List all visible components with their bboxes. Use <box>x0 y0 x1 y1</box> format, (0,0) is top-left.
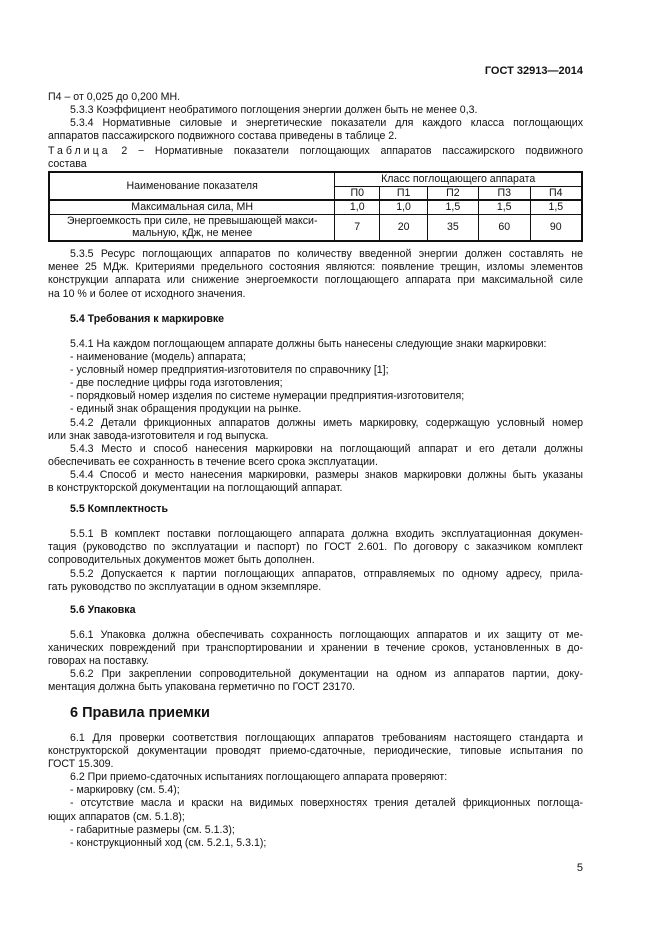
list-item: - единый знак обращения продукции на рынке. <box>70 403 302 415</box>
paragraph-line: П4 – от 0,025 до 0,200 МН. <box>48 91 181 103</box>
list-item: - конструкционный ход (см. 5.2.1, 5.3.1); <box>70 837 267 849</box>
paragraph-line: 5.3.5 Ресурс поглощающих аппаратов по количеству введенной энергии должен составлять не <box>70 248 583 260</box>
header-class-group: Класс поглощающего аппарата <box>335 172 582 186</box>
paragraph-line: ментация должна быть упакована герметично по ГОСТ 23170. <box>48 681 356 693</box>
cell: 7 <box>335 214 380 241</box>
cell: 1,5 <box>530 200 582 214</box>
paragraph-line: на 10 % и более от исходного значения. <box>48 288 246 300</box>
paragraph-line: или знак завода-изготовителя и год выпуска. <box>48 430 269 442</box>
paragraph-line: 5.4.3 Место и способ нанесения маркировки на поглощающий аппарат и его детали должны <box>70 443 583 455</box>
row-name: Максимальная сила, МН <box>49 200 335 214</box>
header-class: П2 <box>428 186 479 200</box>
paragraph-line: ГОСТ 15.309. <box>48 758 114 770</box>
paragraph-line: сопроводительных документов может быть дополнен. <box>48 554 315 566</box>
paragraph-line: обеспечивать ее сохранность в течение всего срока эксплуатации. <box>48 456 378 468</box>
paragraph-line: ханических повреждений при транспортировании и хранении в течение сроков, установленных в до- <box>48 642 583 654</box>
paragraph-line: 5.6.2 При закреплении сопроводительной документации на одном из аппаратов партии, доку- <box>70 668 583 680</box>
table-caption-word: Таблица <box>48 145 111 157</box>
row-name <box>49 214 335 241</box>
paragraph-line: 5.3.4 Нормативные силовые и энергетические показатели для каждого класса поглощающих <box>70 117 583 129</box>
paragraph-line: в конструкторской документации на поглощающий аппарат. <box>48 482 343 494</box>
paragraph-line: 6.2 При приемо-сдаточных испытаниях поглощающего аппарата проверяют: <box>70 771 448 783</box>
header-class: П3 <box>478 186 530 200</box>
chapter-heading: 6 Правила приемки <box>70 705 210 721</box>
table-caption-line2: состава <box>48 158 87 170</box>
section-heading: 5.5 Комплектность <box>70 503 168 515</box>
table-caption-text: 2 − Нормативные показатели поглощающих аппаратов пассажирского подвижного <box>121 145 583 157</box>
section-heading: 5.4 Требования к маркировке <box>70 313 225 325</box>
paragraph-line: конструкции аппарата или снижение энергоемкости поглощающего аппарата при максимальной силе <box>48 274 583 286</box>
document-header: ГОСТ 32913—2014 <box>484 65 583 77</box>
header-name: Наименование показателя <box>49 172 335 200</box>
cell: 20 <box>380 214 428 241</box>
paragraph-line: гать руководство по эксплуатации в одном экземпляре. <box>48 581 322 593</box>
list-item: - габаритные размеры (см. 5.1.3); <box>70 824 235 836</box>
header-class: П0 <box>335 186 380 200</box>
list-item: - отсутствие масла и краски на видимых поверхностях трения деталей фрикционных поглоща- <box>70 797 583 809</box>
paragraph-line: 5.4.2 Детали фрикционных аппаратов должны иметь маркировку, содержащую условный номер <box>70 417 583 429</box>
cell: 60 <box>478 214 530 241</box>
paragraph-line: конструкторской документации проводят приемо-сдаточные, периодические, типовые испытания по <box>48 745 583 757</box>
row-name-line: Энергоемкость при силе, не превышающей макси- <box>66 214 318 227</box>
table-caption <box>48 145 583 158</box>
paragraph-line: менее 25 МДж. Критериями предельного состояния являются: появление трещин, изломы элементов <box>48 261 583 273</box>
paragraph-line: аппаратов пассажирского подвижного состава приведены в таблице 2. <box>48 130 398 142</box>
cell: 1,5 <box>428 200 479 214</box>
paragraph-line: 5.5.1 В комплект поставки поглощающего аппарата должна входить эксплуатационная докумен- <box>70 528 583 540</box>
paragraph-line: говорах на поставку. <box>48 655 149 667</box>
cell: 90 <box>530 214 582 241</box>
cell: 1,5 <box>478 200 530 214</box>
paragraph-line: 5.6.1 Упаковка должна обеспечивать сохранность поглощающих аппаратов и их защиту от ме- <box>70 629 583 641</box>
header-class: П1 <box>380 186 428 200</box>
page-number: 5 <box>576 862 583 874</box>
paragraph-line: 5.3.3 Коэффициент необратимого поглощения энергии должен быть не менее 0,3. <box>70 104 478 116</box>
row-name-line: мальную, кДж, не менее <box>132 227 253 239</box>
paragraph-line: тация (руководство по эксплуатации и паспорт) по ГОСТ 2.601. По договору с заказчиком комплект <box>48 541 583 553</box>
list-item-continuation: ющих аппаратов (см. 5.1.8); <box>48 811 185 823</box>
paragraph-line: 5.4.1 На каждом поглощающем аппарате должны быть нанесены следующие знаки маркировки: <box>70 338 547 350</box>
section-heading: 5.6 Упаковка <box>70 604 136 616</box>
paragraph-line: 5.5.2 Допускается к партии поглощающих аппаратов, отправляемых по одному адресу, прила- <box>70 568 583 580</box>
list-item: - порядковый номер изделия по системе нумерации предприятия-изготовителя; <box>70 390 465 402</box>
list-item: - маркировку (см. 5.4); <box>70 784 180 796</box>
cell: 35 <box>428 214 479 241</box>
paragraph-line: 5.4.4 Способ и место нанесения маркировки, размеры знаков маркировки должны быть указаны <box>70 469 583 481</box>
norms-table <box>48 171 583 242</box>
header-class: П4 <box>530 186 582 200</box>
paragraph-line: 6.1 Для проверки соответствия поглощающих аппаратов требованиям настоящего стандарта и <box>70 732 583 744</box>
cell: 1,0 <box>335 200 380 214</box>
list-item: - условный номер предприятия-изготовителя по справочнику [1]; <box>70 364 389 376</box>
cell: 1,0 <box>380 200 428 214</box>
list-item: - наименование (модель) аппарата; <box>70 351 246 363</box>
list-item: - две последние цифры года изготовления; <box>70 377 283 389</box>
